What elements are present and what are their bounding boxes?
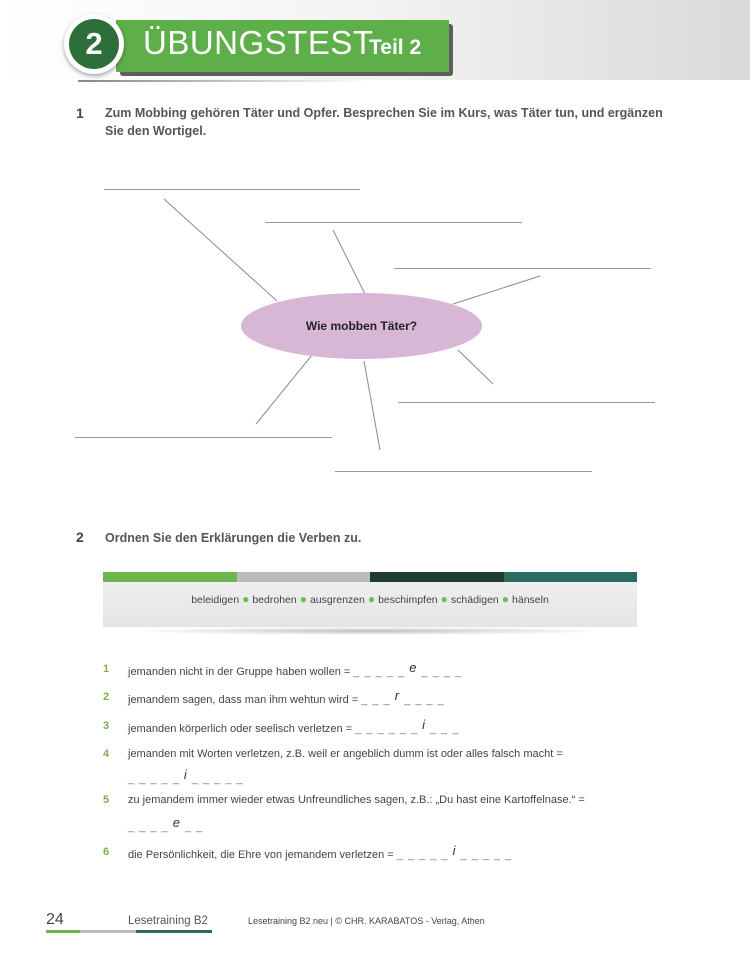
copyright: Lesetraining B2 neu | © CHR. KARABATOS - Verlag, Athen xyxy=(248,916,485,926)
footer-bar-grey xyxy=(80,930,136,933)
verb: hänseln xyxy=(512,594,549,606)
bullet-icon: ● xyxy=(299,592,307,606)
chapter-number: 2 xyxy=(69,19,119,69)
answer-line[interactable] xyxy=(75,437,332,438)
bullet-icon: ● xyxy=(367,592,376,606)
item-text: zu jemandem immer wieder etwas Unfreundliches sagen, z.B.: „Du hast eine Kartoffelnase.“ = xyxy=(128,794,585,806)
item-text: jemandem sagen, dass man ihm wehtun wird = _ _ _ r _ _ _ _ xyxy=(128,688,445,706)
item-text: jemanden mit Worten verletzen, z.B. weil er angeblich dumm ist oder alles falsch macht = xyxy=(128,748,563,760)
answer-line[interactable] xyxy=(335,471,592,472)
task2-instruction: Ordnen Sie den Erklärungen die Verben zu. xyxy=(105,531,362,545)
answer-line[interactable] xyxy=(398,402,655,403)
task2-number: 2 xyxy=(76,529,84,545)
task1-instruction-line2: Sie den Wortigel. xyxy=(105,124,207,138)
verb: beschimpfen xyxy=(378,594,438,606)
color-bar-green xyxy=(103,572,237,582)
item-number: 3 xyxy=(103,720,110,732)
mindmap-center-label: Wie mobben Täter? xyxy=(305,319,418,333)
footer-bar-teal xyxy=(136,930,212,933)
verb: bedrohen xyxy=(252,594,297,606)
answer-blank[interactable]: _ _ _ _ _ _ i _ _ _ xyxy=(355,717,460,735)
color-bar-grey xyxy=(237,572,370,582)
page-subtitle: Teil 2 xyxy=(369,36,422,59)
item-number: 6 xyxy=(103,846,110,858)
word-box-shadow xyxy=(128,627,612,635)
answer-blank[interactable]: _ _ _ r _ _ _ _ xyxy=(361,688,445,706)
task1-number: 1 xyxy=(76,105,84,121)
answer-line[interactable] xyxy=(265,222,522,223)
answer-blank[interactable]: _ _ _ _ e _ _ xyxy=(128,815,204,833)
answer-line[interactable] xyxy=(104,189,360,190)
verb: schädigen xyxy=(450,594,499,606)
verb: ausgrenzen xyxy=(309,594,365,606)
item-number: 2 xyxy=(103,691,110,703)
item-number: 5 xyxy=(103,794,110,806)
page-number: 24 xyxy=(46,911,64,928)
verb: beleidigen xyxy=(191,594,240,606)
verb-list xyxy=(103,592,637,606)
task1-instruction-line1: Zum Mobbing gehören Täter und Opfer. Besprechen Sie im Kurs, was Täter tun, und ergänzen xyxy=(105,106,663,120)
item-text: jemanden körperlich oder seelisch verletzen = _ _ _ _ _ _ i _ _ _ xyxy=(128,717,460,735)
bullet-icon: ● xyxy=(242,592,250,606)
color-bar-dark xyxy=(370,572,504,582)
answer-blank[interactable]: _ _ _ _ _ i _ _ _ _ _ xyxy=(128,767,244,785)
answer-blank[interactable]: _ _ _ _ _ e _ _ _ _ xyxy=(353,660,463,678)
mindmap-center xyxy=(241,293,482,359)
answer-line[interactable] xyxy=(394,268,651,269)
book-title: Lesetraining B2 xyxy=(128,915,208,927)
answer-blank[interactable]: _ _ _ _ _ i _ _ _ _ _ xyxy=(396,843,513,861)
item-text: die Persönlichkeit, die Ehre von jemandem verletzen = _ _ _ _ _ i _ _ _ _ _ xyxy=(128,843,513,861)
bullet-icon: ● xyxy=(440,592,448,606)
item-text: jemanden nicht in der Gruppe haben wollen = _ _ _ _ _ e _ _ _ _ xyxy=(128,660,463,678)
item-number: 1 xyxy=(103,663,110,675)
item-number: 4 xyxy=(103,748,110,760)
footer-bar-green xyxy=(46,930,80,933)
page-title: ÜBUNGSTEST xyxy=(143,24,374,61)
bullet-icon: ● xyxy=(501,592,510,606)
color-bar-teal xyxy=(504,572,637,582)
